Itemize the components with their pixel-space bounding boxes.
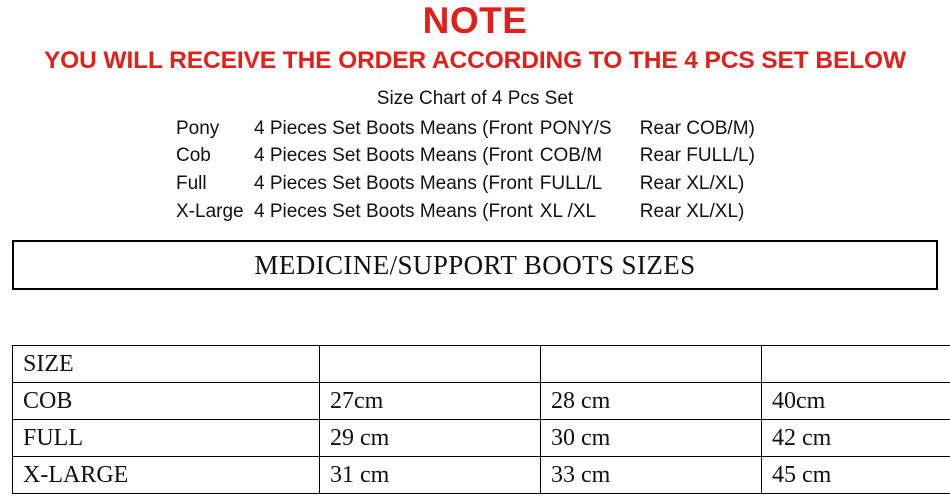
table-cell: 45 cm [762,457,950,494]
table-cell-size: COB [13,383,320,420]
table-cell [320,346,541,383]
set-description: 4 Pieces Set Boots Means (Front [254,198,533,226]
set-description: 4 Pieces Set Boots Means (Front [254,142,533,170]
table-cell-size: FULL [13,420,320,457]
boots-sizes-table [12,345,950,494]
set-description: 4 Pieces Set Boots Means (Front [254,170,533,198]
list-item [176,198,950,226]
list-item [176,170,950,198]
set-front-size: COB/M [533,142,640,170]
table-cell [762,346,950,383]
table-row [13,383,950,420]
set-size-label: Cob [176,142,254,170]
table-cell-size: X-LARGE [13,457,320,494]
note-title: NOTE [0,2,950,39]
set-size-label: X-Large [176,198,254,226]
list-item [176,142,950,170]
table-cell: 30 cm [541,420,762,457]
set-size-label: Full [176,170,254,198]
note-subtitle: YOU WILL RECEIVE THE ORDER ACCORDING TO THE 4 PCS SET BELOW [0,49,950,74]
size-chart-page [0,2,950,500]
set-rear-size: Rear FULL/L) [640,142,755,170]
banner-title: MEDICINE/SUPPORT BOOTS SIZES [254,250,695,281]
list-item [176,115,950,143]
set-rear-size: Rear XL/XL) [640,198,745,226]
size-chart-list [0,115,950,227]
table-cell: 27cm [320,383,541,420]
set-front-size: PONY/S [533,115,640,143]
table-cell [541,346,762,383]
table-cell: 31 cm [320,457,541,494]
set-size-label: Pony [176,115,254,143]
set-description: 4 Pieces Set Boots Means (Front [254,115,533,143]
set-front-size: XL /XL [533,198,640,226]
set-rear-size: Rear XL/XL) [640,170,745,198]
table-row [13,346,950,383]
table-cell: 29 cm [320,420,541,457]
boots-sizes-banner [12,240,938,290]
set-rear-size: Rear COB/M) [640,115,755,143]
table-cell: 33 cm [541,457,762,494]
table-cell: 40cm [762,383,950,420]
table-cell: 28 cm [541,383,762,420]
table-row [13,420,950,457]
table-cell: 42 cm [762,420,950,457]
table-row [13,457,950,494]
table-cell-size: SIZE [13,346,320,383]
set-front-size: FULL/L [533,170,640,198]
size-chart-heading: Size Chart of 4 Pcs Set [0,88,950,110]
